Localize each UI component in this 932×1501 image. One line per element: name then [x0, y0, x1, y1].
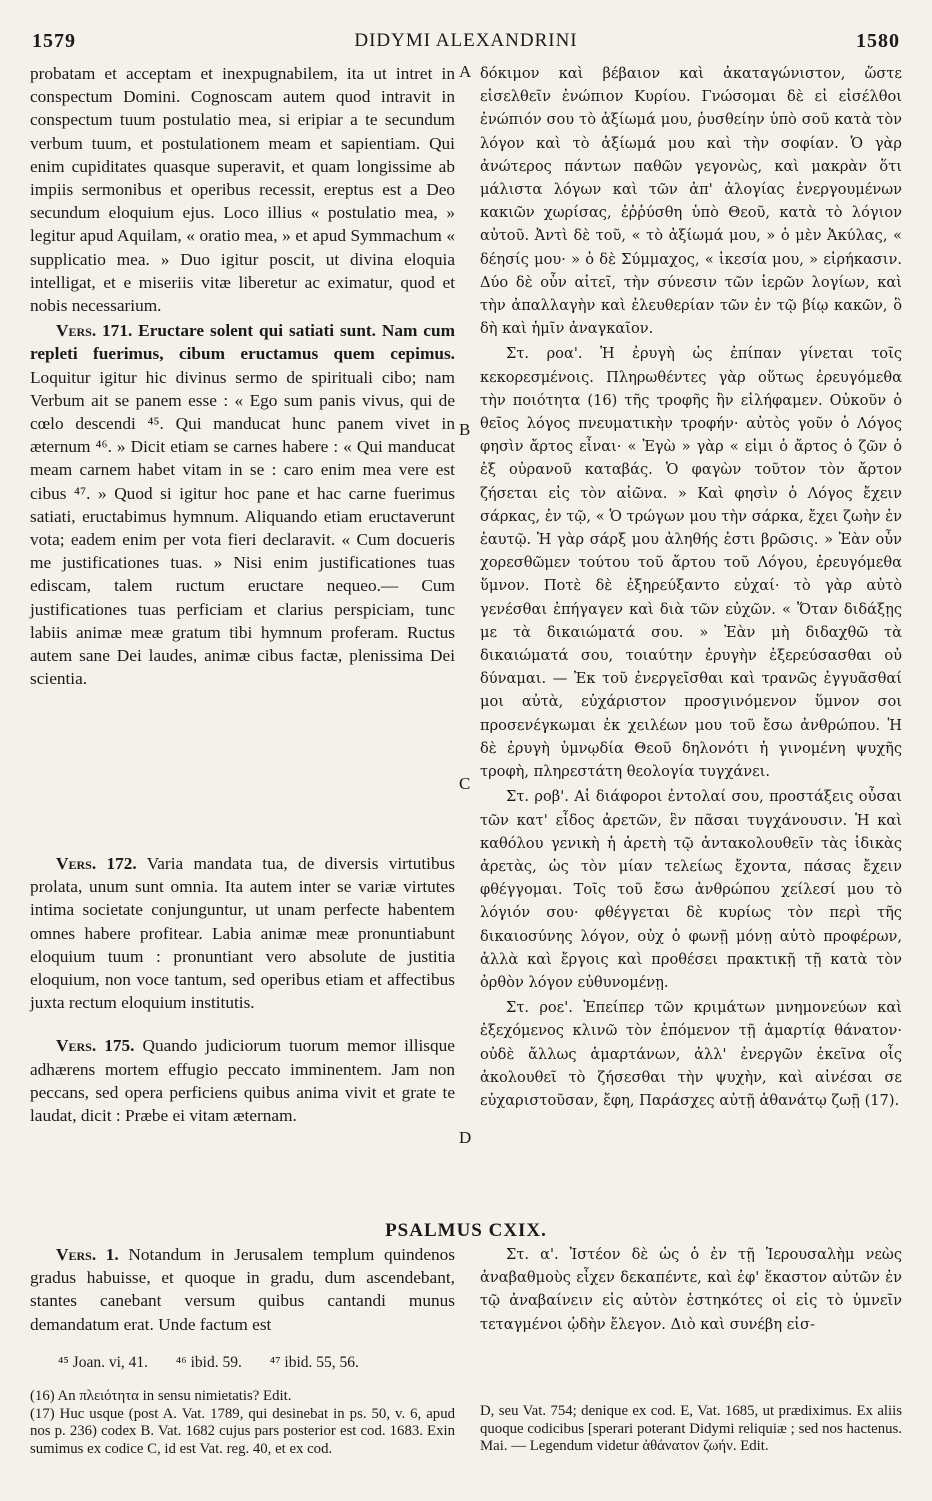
footnotes-left [30, 1388, 455, 1458]
verse-commentary: Ἡ ἐρυγὴ ὡς ἐπίπαν γίνεται τοῖς κεκορεσμένοις. Πληρωθέντες γὰρ οὕτως ἐρευγόμεθα τὴν ποιότητα (16) τῆς τροφῆς ἣν εἰλήφαμεν. Οὐκοῦν ὁ θεῖος λόγος πνευματικὴν τροφήν· αὐτὸς γοῦν ὁ Λόγος φησὶν ἄρτος εἶναι· « Ἐγὼ » γὰρ « εἰμι ὁ ἄρτος ὁ ζῶν ὁ ἐξ οὐρανοῦ καταβάς. Ὁ φαγὼν τοῦτον τὸν ἄρτον ζήσεται εἰς τὸν αἰῶνα. » Καὶ φησὶν ὁ Λόγος ἔχειν σάρκας, ἐν τῷ, « Ὁ τρώγων μου τὴν σάρκα, ἔχει ζωὴν ἐν ἑαυτῷ. Ἡ γὰρ σάρξ μου ἀληθής ἐστι βρῶσις. » Ἐὰν οὖν χορεσθῶμεν τούτου τοῦ ἄρτου τοῦ Λόγου, ἐρευγόμεθα ὕμνον. Ποτὲ δὲ ἐξηρεύξαντο εὐχαί· τὸ γὰρ αὐτὸ γενέσθαι ἐπήγαγεν καὶ διὰ τῶν εὐχῶν. « Ὅταν διδάξῃς με τὰ δικαιώματά σου. » Ἐὰν μὴ διδαχθῶ τὰ δικαιώματά σου, τοιαύτην ἐρυγὴν ἐξερεύσασθαι οὐ δύναμαι. — Ἐκ τοῦ ἐνεργεῖσθαι καὶ τρανῶς ἐγγυᾶσθαί μοι αὐτὰ, εὐχάριστον προσγινόμενον ὕμνον σοι προσενέγκωμαι ἐκ χειλέων μου τοῦ ἔσω ἀνθρώπου. Ἡ δὲ ἐρυγὴ ὑμνῳδία Θεοῦ δηλονότι ἡ γινομένη ψυχῆς τροφὴ, πληρεστάτη θεολογία τυγχάνει. [480, 345, 902, 781]
latin-column-lower [30, 852, 455, 1127]
margin-letter-b: B [459, 420, 471, 439]
psalm-title: PSALMUS CXIX. [385, 1220, 547, 1241]
verse-label: Vers. 1. [56, 1245, 119, 1264]
verse-commentary: Quando judiciorum tuorum memor illisque adhærens mortem effugio peccato imminentem. Jam non peccans, sed opera perficiens quibus anima vivit et grate te laudat, dicit : Præbe ei vitam æternam. [30, 1036, 455, 1126]
verse-commentary: Notandum in Jerusalem templum quindenos gradus habuisse, et quoque in gradu, dum ascendebant, stantes canebant versum quibus cantandi munus demandatum erat. Unde factum est [30, 1245, 455, 1334]
latin-verse-171 [30, 319, 455, 690]
page-header [32, 30, 900, 54]
verse-commentary: Loquitur igitur hic divinus sermo de spirituali cibo; nam Verbum ait se panem esse : « Ego sum panis vivus, qui de cœlo descendi ⁴⁵. Qui manducat hunc panem vivet in æternum ⁴⁶. » Dicit etiam se carnes habere : « Qui manducat meam carnem habet vitam in se : caro enim mea vere est cibus ⁴⁷. » Quod si igitur hoc pane et hac carne fuerimus satiati, eructabimus hymnum. Aliquando etiam eructaverunt vota; eadem enim per vota fieri declaravit. « Cum docueris me justificationes tuas. » Nisi enim justificationes tuas ediscam, talem ructum eructare nequeo.— Cum justificationes tuas perficiam et clarius perspiciam, tunc labiis animæ meæ gratum tibi hymnum proferam. Ructus autem sane Dei laudes, animæ cibus factæ, plenissima Dei scientia. [30, 367, 455, 689]
latin-verse-172 [30, 852, 455, 1014]
footnote-continuation: D, seu Vat. 754; denique ex cod. E, Vat. 1685, ut prædiximus. Ex aliis quoque codicibus [sperari poterant Didymi reliquiæ ; sed nos hactenus. Mai. — Legendum videtur ἀθάνατον ζωήν. Edit. [480, 1403, 902, 1454]
verse-label: Στ. ροε'. [506, 999, 573, 1017]
verse-commentary: Ἐπείπερ τῶν κριμάτων μνημονεύων καὶ ἐξεχόμενος κλινῶ τὸν ἐπόμενον τῇ ἁμαρτίᾳ θάνατον· οὐδὲ ἄλλως ἁμαρτάνων, ἀλλ' ἐνεργῶν ἐκεῖνα οἷς ἀκολουθεῖ τὸ ζήσεσθαι τὴν ψυχὴν, καὶ αἰνέσαι σε εὐχαριστοῦσαν, ἔφη, Παράσχες αὐτῇ ἀθανάτῳ ζωῇ (17). [480, 999, 903, 1109]
footnote-17: (17) Huc usque (post A. Vat. 1789, qui desinebat in ps. 50, v. 6, apud nos p. 236) codex B. Vat. 1682 cujus pars posterior est cod. 1683. Exin sumimus ex codice C, id est Vat. reg. 40, et ex cod. [30, 1405, 455, 1457]
verse-lemma: Eructare solent qui satiati sunt. Nam cum repleti fuerimus, cibum eructamus quem cepimus. [30, 321, 455, 364]
verse-commentary: Varia mandata tua, de diversis virtutibus prolata, unum sunt omnia. Ita autem inter se variæ virtutes intima societate conjunguntur, ut unam perfecte habentem omnes habere profitear. Labia animæ meæ pronuntiabunt eloquium tuum : pronuntiant vero absolute de justitia eloquium, non voce tantum, sed operibus etiam et affectibus juxta rectum eloquium institutis. [30, 854, 455, 1013]
latin-psalm-section [30, 1243, 455, 1336]
verse-label: Vers. 171. [56, 321, 133, 341]
verse-commentary: Αἱ διάφοροι ἐντολαί σου, προστάξεις οὖσαι τῶν κατ' εἶδος ἀρετῶν, ἓν πᾶσαι τυγχάνουσιν. Ἡ καὶ καθόλου γενικὴ ἡ ἀρετὴ τῷ ἀντακολουθεῖν τὰς ἰδικὰς ἀρετὰς, ὡς τὸν μίαν τελείως ἔχοντα, πάσας ἔχειν φθέγγομαι. Τοῖς τοῦ ἔσω ἀνθρώπου χείλεσί μου τὸ λόγιόν σου· φθέγγεται δὲ κυρίως τὸν περὶ τῆς δικαιοσύνης λόγον, οὐχ ὁ φωνῇ μόνῃ αὐτὸ προφέρων, ἀλλὰ καὶ ἔργοις καὶ προθέσει πρακτικῇ τῇ κατὰ τὸν ὀρθὸν λόγον εὐθυνομένῃ. [480, 788, 902, 991]
page-number-left: 1579 [32, 30, 76, 52]
verse-commentary: Ἰστέον δὲ ὡς ὁ ἐν τῇ Ἱερουσαλὴμ νεὼς ἀναβαθμοὺς εἶχεν δεκαπέντε, καὶ ἐφ' ἕκαστον αὐτῶν ἐν τῷ ἀναβαίνειν εἰς αὐτὸν ἑστηκότες οἱ εἰς τὸ ὑμνεῖν τεταγμένοι ᾠδὴν ἔλεγον. Διὸ καὶ συνέβη εἰσ- [480, 1246, 903, 1333]
latin-psalm-verse-1 [30, 1243, 455, 1336]
page-number-right: 1580 [856, 30, 900, 52]
footnotes-right [480, 1403, 902, 1456]
latin-paragraph-intro: probatam et acceptam et inexpugnabilem, ita ut intret in conspectum Domini. Cognoscam autem quod intravit in conspectum tuum postulatio mea, si eripiar a te secundum verbum tuum, et postulationem meam et sapientiam. Qui enim cupiditates quasque superavit, et quam longissime ab impiis sermonibus et operibus recessit, ereptus est a Deo secundum eloquium ejus. Loco illius « postulatio mea, » legitur apud Aquilam, « oratio mea, » et apud Symmachum « supplicatio mea. » Duo igitur poscit, ut divina eloquia intelligat, et e miseriis vitæ liberetur ac eximatur, quod et nobis necessarium. [30, 64, 455, 316]
footnote-16: (16) An πλειότητα in sensu nimietatis? Edit. [30, 1388, 292, 1404]
verse-label: Στ. α'. [506, 1246, 559, 1263]
verse-label: Vers. 175. [56, 1036, 135, 1056]
margin-letter-a: A [459, 62, 472, 81]
verse-label: Στ. ροα'. [506, 345, 583, 363]
verse-label: Στ. ροβ'. [506, 788, 569, 806]
greek-psalm-verse-1 [480, 1243, 902, 1336]
greek-column [480, 62, 902, 1112]
scripture-ref: ⁴⁷ ibid. 55, 56. [269, 1354, 359, 1371]
margin-letter-d: D [459, 1128, 472, 1147]
latin-column [30, 62, 455, 690]
greek-verse-172 [480, 785, 902, 994]
scripture-ref: ⁴⁶ ibid. 59. [175, 1354, 242, 1371]
greek-verse-171 [480, 342, 902, 783]
scripture-ref: ⁴⁵ Joan. vi, 41. [58, 1354, 149, 1371]
latin-verse-175 [30, 1034, 455, 1127]
greek-verse-175 [480, 996, 902, 1112]
margin-letter-c: C [459, 774, 471, 793]
greek-psalm-section [480, 1243, 902, 1336]
scripture-references [58, 1354, 383, 1372]
running-title: DIDYMI ALEXANDRINI [354, 30, 578, 51]
greek-paragraph-intro: δόκιμον καὶ βέβαιον καὶ ἀκαταγώνιστον, ὥστε εἰσελθεῖν ἐνώπιον Κυρίου. Γνώσομαι δὲ εἰ εἰσέλθοι ἐνώπιόν σου τὸ ἀξίωμά μου, ῥυσθείην ὑπὸ σοῦ κατὰ τὸν λόγον καὶ τὸ ἀξίωμά μου καὶ τὴν σοφίαν. Ὁ γὰρ ἀνώτερος πάντων παθῶν γεγονὼς, καὶ μακρὰν ὅτι μάλιστα λόγων καὶ τῶν ἀπ' ἀλογίας ἐνεργουμένων κακιῶν χωρίσας, ἐῤῥύσθη ὑπὸ Θεοῦ, κατὰ τὸ λόγιον αὐτοῦ. Ἀντὶ δὲ τοῦ, « τὸ ἀξίωμά μου, » ὁ μὲν Ἀκύλας, « δέησίς μου· » ὁ δὲ Σύμμαχος, « ἱκεσία μου, » εἰρήκασιν. Δύο δὲ οὖν αἰτεῖ, τὴν σύνεσιν τῶν ἱερῶν λογίων, καὶ τὴν ἀπαλλαγὴν καὶ ἐλευθερίαν τῶν ἐν τῷ βίῳ κακῶν, ὃ δὴ καὶ ἡμῖν ἀναγκαῖον. [480, 65, 902, 338]
verse-label: Vers. 172. [56, 854, 137, 873]
